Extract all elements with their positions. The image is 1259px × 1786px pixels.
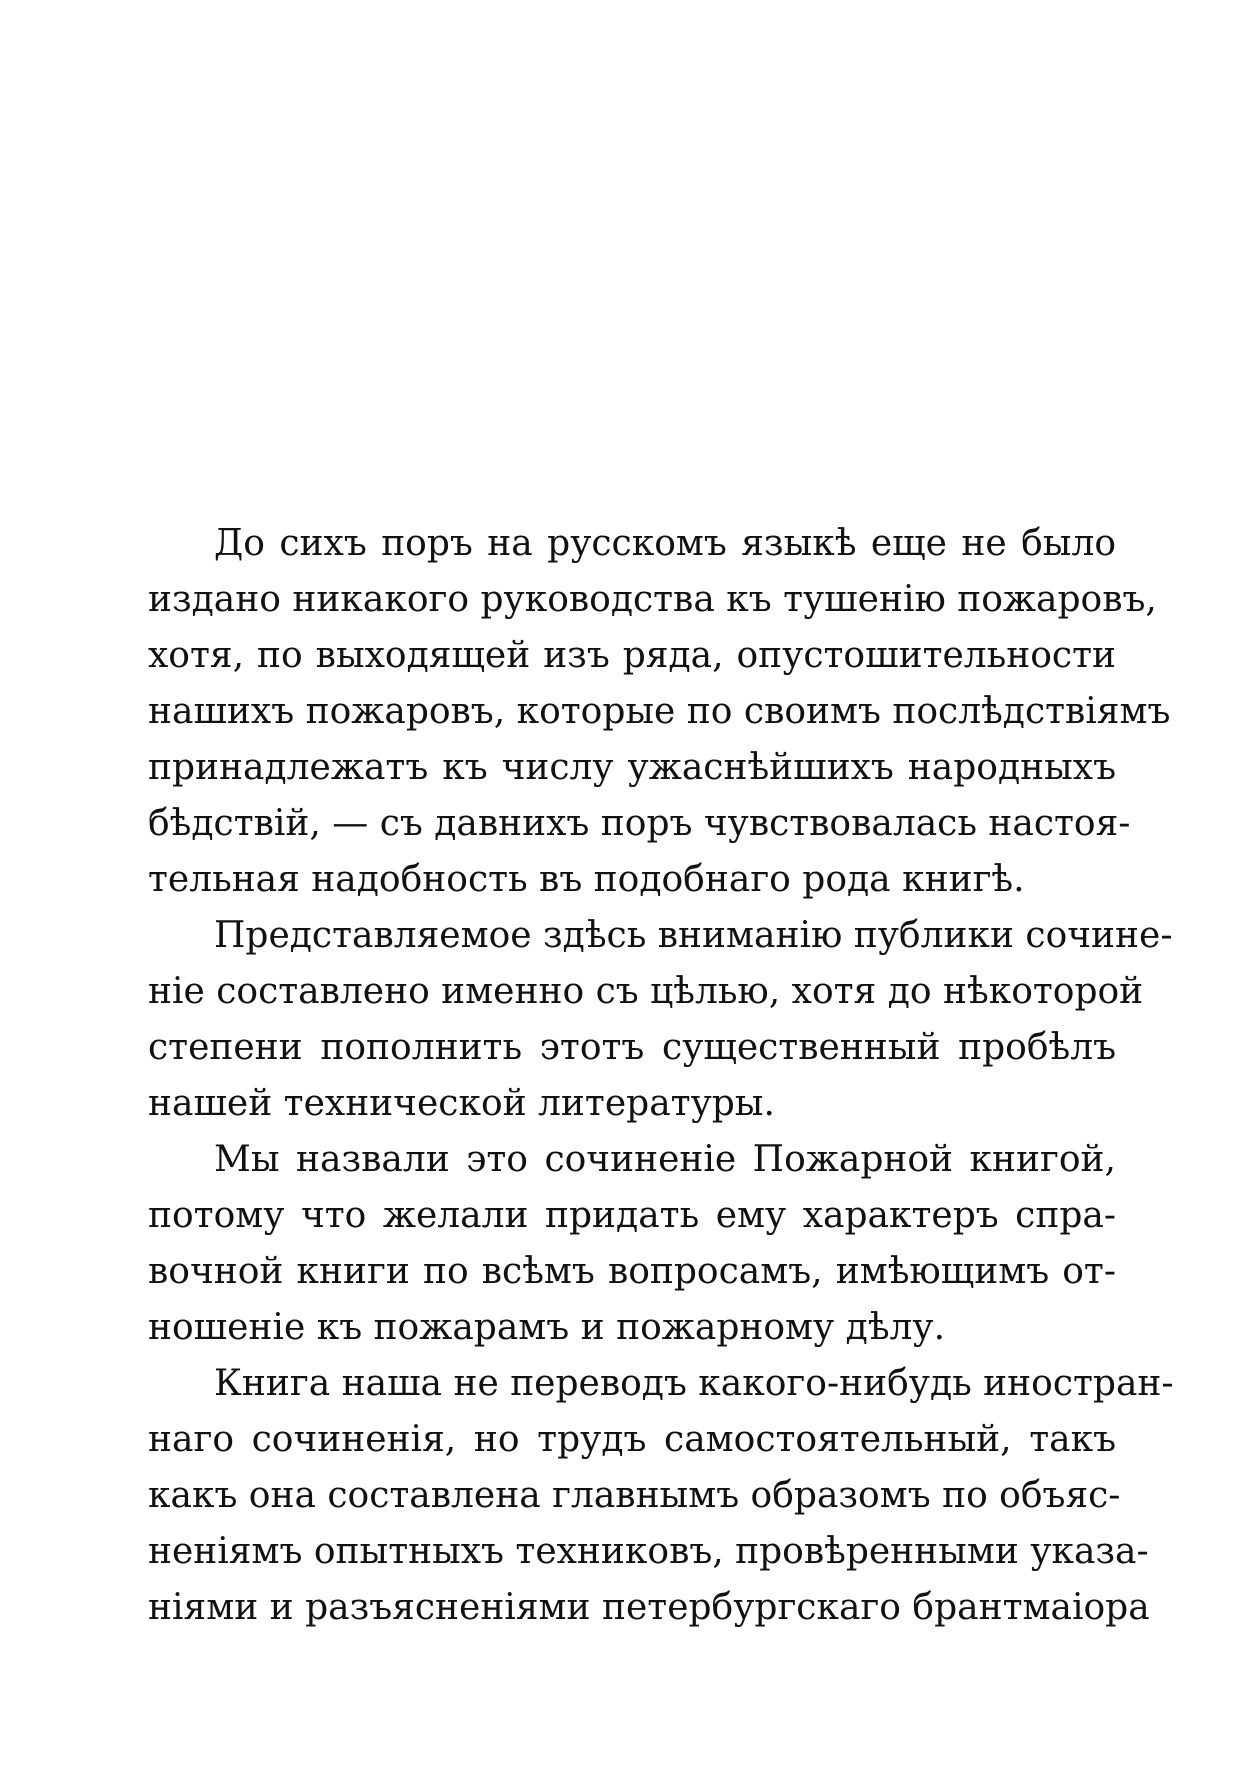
- text-line: издано никакого руководства къ тушенію пожаровъ,: [148, 579, 1157, 620]
- paragraph-4: [148, 1356, 1174, 1636]
- text-line: хотя, по выходящей изъ ряда, опустошительности: [148, 635, 1116, 676]
- text-line: Книга наша не переводъ какого-нибудь иностран-: [214, 1363, 1174, 1404]
- text-line: вочной книги по всѣмъ вопросамъ, имѣющимъ от-: [148, 1251, 1116, 1292]
- text-line: ніе составлено именно съ цѣлью, хотя до нѣкоторой: [148, 971, 1144, 1012]
- text-line: ношеніе къ пожарамъ и пожарному дѣлу.: [148, 1307, 946, 1348]
- text-line: наго сочиненія, но трудъ самостоятельный, такъ: [148, 1419, 1116, 1460]
- text-line: До сихъ поръ на русскомъ языкѣ еще не было: [214, 523, 1116, 564]
- body-text: [148, 516, 1174, 1636]
- text-line: Представляемое здѣсь вниманію публики сочине-: [214, 915, 1173, 956]
- text-line: неніямъ опытныхъ техниковъ, провѣренными указа-: [148, 1531, 1149, 1572]
- text-line: ніями и разъясненіями петербургскаго брантмаіора: [148, 1587, 1150, 1628]
- text-line: степени пополнить этотъ существенный пробѣлъ: [148, 1027, 1116, 1068]
- text-line: принадлежатъ къ числу ужаснѣйшихъ народныхъ: [148, 747, 1116, 788]
- paragraph-2: [148, 908, 1173, 1132]
- text-line: Мы назвали это сочиненіе Пожарной книгой,: [214, 1139, 1116, 1180]
- text-line: какъ она составлена главнымъ образомъ по объяс-: [148, 1475, 1121, 1516]
- text-line: нашихъ пожаровъ, которые по своимъ послѣдствіямъ: [148, 691, 1171, 732]
- text-line: потому что желали придать ему характеръ спра-: [148, 1195, 1116, 1236]
- text-line: тельная надобность въ подобнаго рода книгѣ.: [148, 859, 1025, 900]
- paragraph-1: [148, 516, 1171, 908]
- paragraph-3: [148, 1132, 1116, 1356]
- text-line: бѣдствій, — съ давнихъ поръ чувствовалась настоя-: [148, 803, 1131, 844]
- text-line: нашей технической литературы.: [148, 1083, 775, 1124]
